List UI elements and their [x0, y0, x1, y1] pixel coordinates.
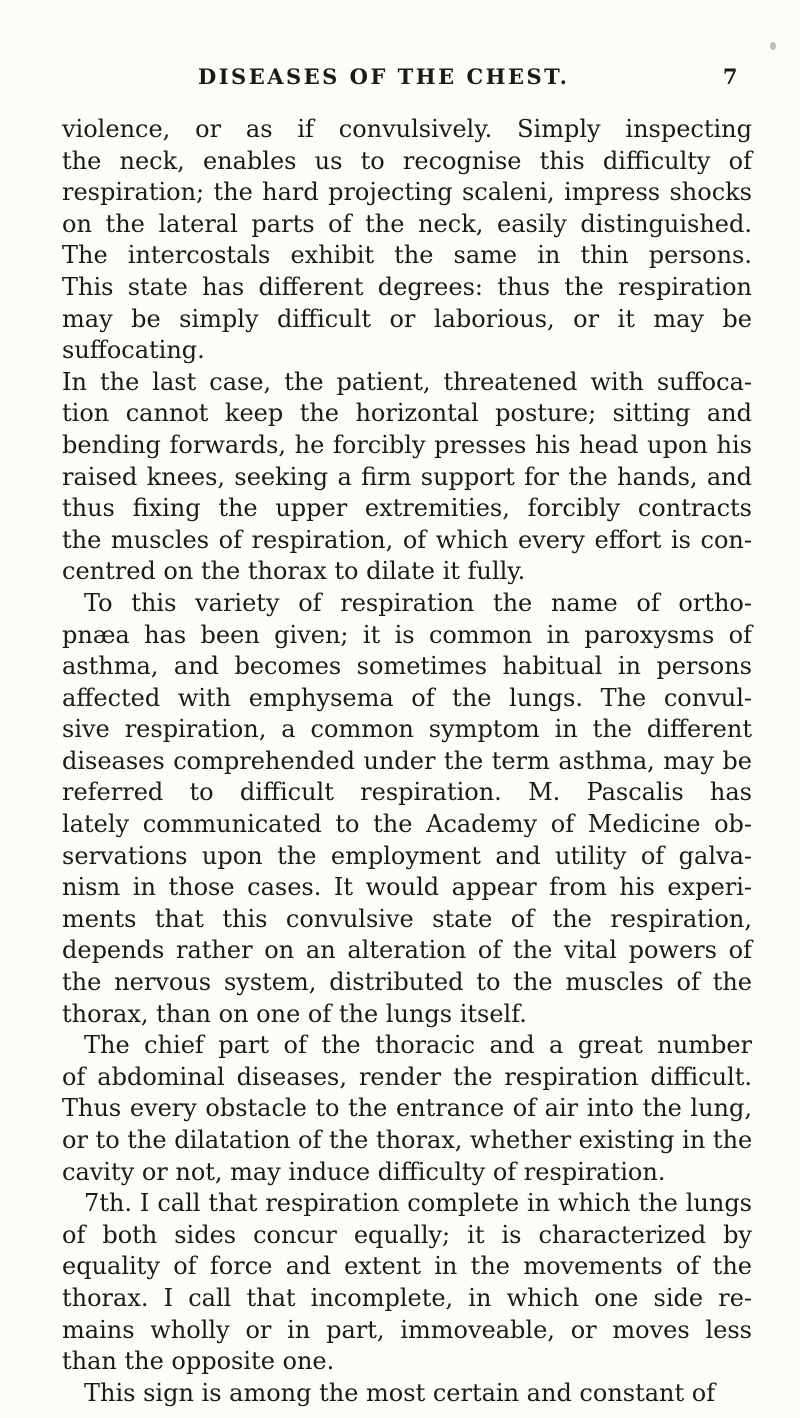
scan-speck [640, 700, 642, 710]
text-line: equality of force and extent in the movements of the [62, 1252, 752, 1281]
text-line: ments that this convulsive state of the respiration, [62, 904, 752, 933]
text-line: the neck, enables us to recognise this difficulty of [62, 146, 752, 175]
text-line: cavity or not, may induce difficulty of respiration. [62, 1157, 666, 1186]
text-line: thorax. I call that incomplete, in which one side re- [62, 1283, 752, 1312]
text-line: respiration; the hard projecting scaleni, impress shocks [62, 178, 752, 207]
text-line: may be simply difficult or laborious, or it may be [62, 304, 752, 333]
text-line: suffocating. [62, 336, 205, 365]
text-line: pnæa has been given; it is common in paroxysms of [62, 620, 752, 649]
text-line: nism in those cases. It would appear from his experi- [62, 873, 752, 902]
text-line: The intercostals exhibit the same in thin persons. [62, 241, 752, 270]
page-number: 7 [722, 64, 740, 89]
text-line: In the last case, the patient, threatened with suffoca- [62, 367, 752, 396]
text-line: or to the dilatation of the thorax, whether existing in the [62, 1126, 753, 1154]
scan-speck [770, 42, 776, 50]
text-line: servations upon the employment and utility of galva- [62, 841, 752, 870]
text-line: than the opposite one. [62, 1347, 335, 1376]
text-line: of abdominal diseases, render the respiration difficult. [62, 1062, 752, 1091]
text-line: diseases comprehended under the term asthma, may be [62, 746, 752, 775]
text-line: on the lateral parts of the neck, easily distinguished. [62, 209, 752, 238]
text-line: Thus every obstacle to the entrance of air into the lung, [62, 1094, 752, 1123]
text-line: asthma, and becomes sometimes habitual in persons [62, 652, 752, 681]
text-line: of both sides concur equally; it is characterized by [62, 1220, 752, 1249]
text-line: lately communicated to the Academy of Medicine ob- [62, 810, 752, 839]
text-line: affected with emphysema of the lungs. The convul- [62, 683, 752, 712]
text-line: centred on the thorax to dilate it fully. [62, 557, 526, 586]
text-line: This state has different degrees: thus the respiration [62, 272, 752, 301]
text-line: 7th. I call that respiration complete in which the lungs [84, 1189, 752, 1218]
text-line: violence, or as if convulsively. Simply inspecting [62, 115, 752, 143]
running-title: DISEASES OF THE CHEST. [198, 64, 570, 89]
text-line: tion cannot keep the horizontal posture; sitting and [62, 399, 752, 428]
text-line: thorax, than on one of the lungs itself. [62, 999, 527, 1028]
text-line: thus fixing the upper extremities, forcibly contracts [62, 494, 752, 523]
text-line: bending forwards, he forcibly presses his head upon his [62, 430, 752, 459]
text-line: mains wholly or in part, immoveable, or moves less [62, 1315, 752, 1344]
text-line: referred to difficult respiration. M. Pascalis has [62, 778, 752, 807]
text-line: The chief part of the thoracic and a great number [84, 1031, 752, 1060]
text-line: depends rather on an alteration of the vital powers of [62, 936, 752, 965]
text-line: sive respiration, a common symptom in the different [62, 715, 752, 744]
text-line: the nervous system, distributed to the muscles of the [62, 968, 752, 997]
body-text [62, 114, 752, 1409]
text-line: This sign is among the most certain and constant of [84, 1378, 716, 1407]
text-line: the muscles of respiration, of which every effort is con- [62, 525, 752, 554]
text-line: raised knees, seeking a firm support for the hands, and [62, 462, 752, 491]
text-line: To this variety of respiration the name of ortho- [84, 588, 752, 617]
scan-speck [710, 1385, 712, 1388]
